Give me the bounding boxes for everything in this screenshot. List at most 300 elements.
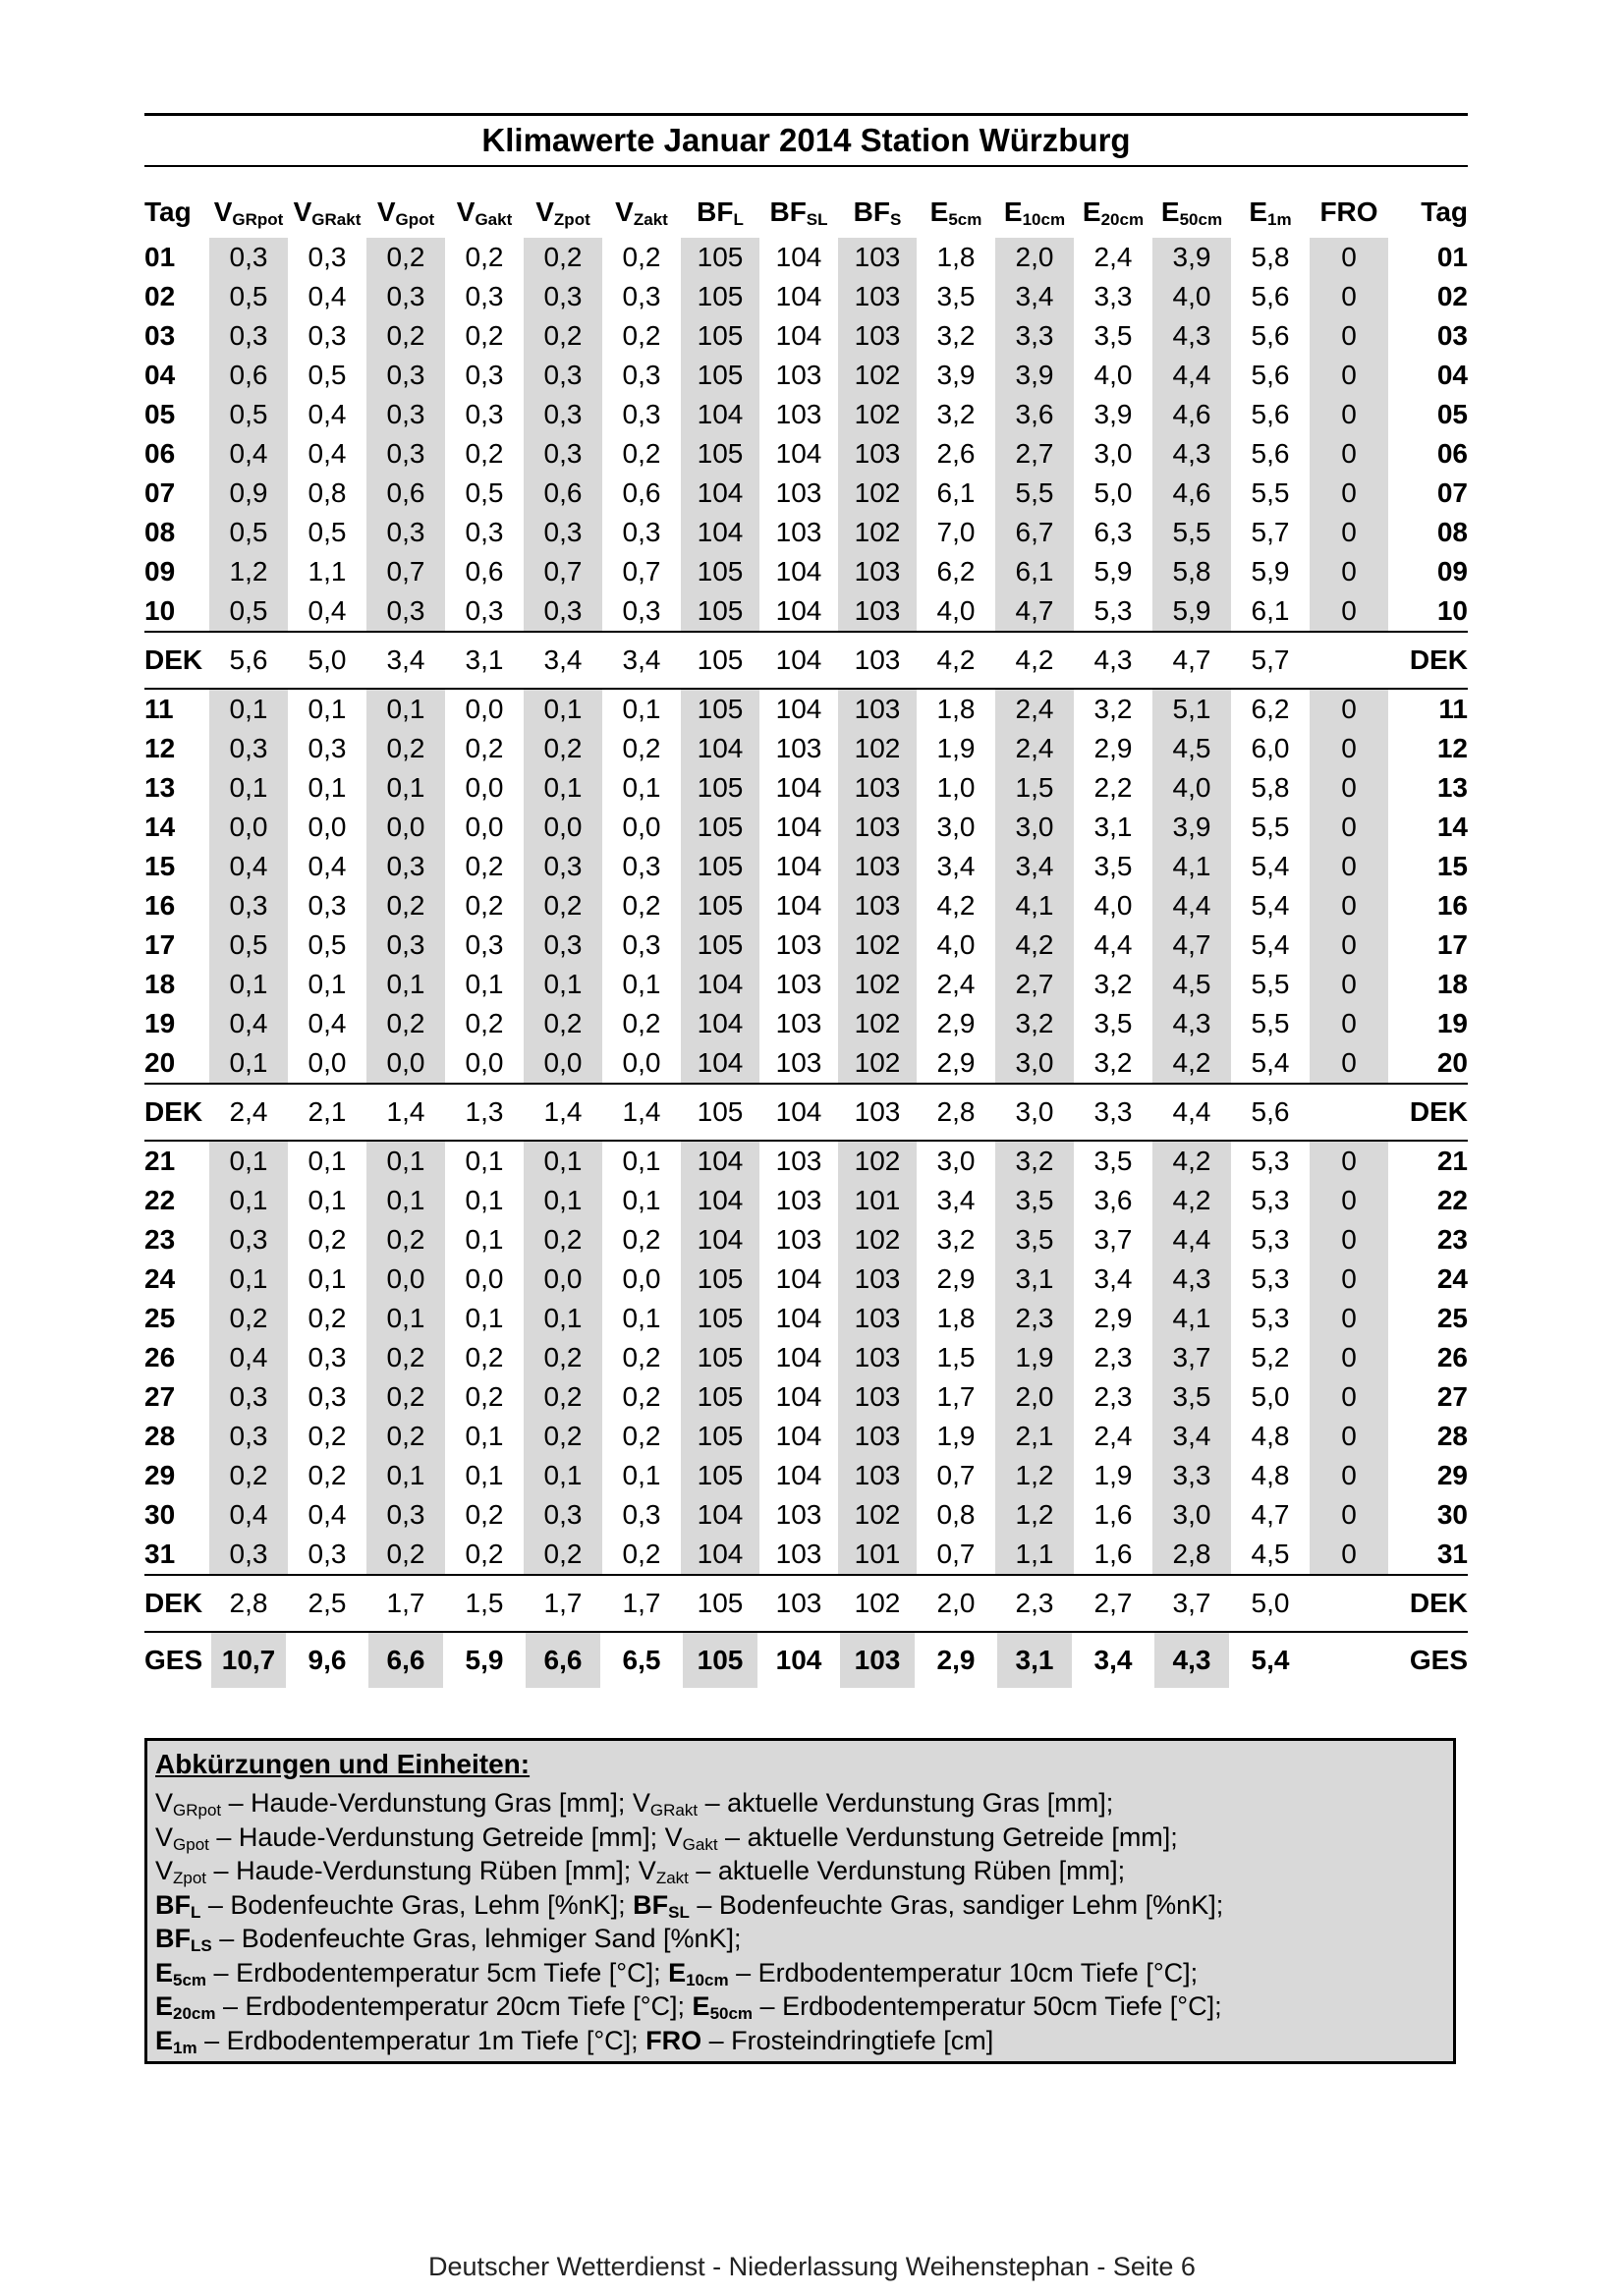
legend-text: – aktuelle Verdunstung Gras [mm]; [698,1788,1114,1818]
column-header [144,187,209,238]
value-cell: 5,3 [1251,1224,1290,1255]
value-cell: 0,0 [524,1260,602,1299]
column-header [1152,187,1231,238]
value-cell: 103 [838,552,917,591]
value-cell: 5,6 [1251,399,1290,429]
value-cell: 0,5 [209,395,288,434]
value-cell: 101 [838,1535,917,1575]
value-cell: 0,1 [622,1303,661,1333]
value-cell: 0,3 [308,1342,347,1372]
column-header [1388,187,1468,238]
column-header [602,187,681,238]
legend-line [155,1888,1445,1923]
value-cell: 105 [681,1299,759,1338]
column-header [917,187,995,238]
value-cell: 0,2 [366,238,445,277]
value-cell: 3,6 [995,395,1074,434]
dek-value: 3,0 [995,1084,1074,1141]
value-cell: 0,2 [308,1460,347,1490]
column-header-base: E [1160,196,1180,227]
value-cell: 5,3 [1251,1303,1290,1333]
day-cell-right: 07 [1436,477,1468,508]
ges-value [524,1632,602,1688]
dek-value: 5,0 [288,632,366,689]
value-cell: 4,5 [1152,965,1231,1004]
dek-value: 1,4 [602,1084,681,1141]
value-cell: 105 [681,316,759,356]
value-cell: 0,2 [524,729,602,768]
value-cell: 103 [775,399,822,429]
value-cell: 3,2 [936,1224,976,1255]
legend-bold: E [155,1957,174,1988]
value-cell: 0,3 [622,929,661,960]
ges-value-text: 6,6 [526,1633,600,1688]
dek-value: 105 [681,1084,759,1141]
legend-sub: GRakt [649,1801,699,1820]
value-cell: 102 [838,1141,917,1181]
ges-value [759,1632,838,1688]
value-cell: 0 [1310,1004,1388,1043]
value-cell: 4,2 [1152,1043,1231,1084]
value-cell: 104 [775,438,822,469]
value-cell: 0,4 [308,281,347,311]
value-cell: 1,7 [936,1381,976,1412]
value-cell: 0,2 [524,1535,602,1575]
value-cell: 2,9 [1093,1303,1133,1333]
dek-value: 104 [759,1084,838,1141]
dek-value: 1,5 [445,1575,524,1632]
value-cell: 3,5 [1093,1146,1133,1176]
value-cell: 0,1 [209,689,288,729]
value-cell: 0,4 [209,1004,288,1043]
day-cell-right: 06 [1436,438,1468,469]
value-cell: 0,5 [308,517,347,547]
value-cell: 104 [775,1421,822,1451]
value-cell: 0,1 [622,694,661,724]
value-cell: 103 [775,1146,822,1176]
value-cell: 0,0 [308,1047,347,1078]
value-cell: 104 [681,965,759,1004]
column-header-sub: Gpot [395,210,435,229]
value-cell: 0,2 [524,1338,602,1377]
value-cell: 0,3 [465,281,504,311]
table-row [144,965,1468,1004]
column-header [681,187,759,238]
value-cell: 104 [775,595,822,626]
value-cell: 5,3 [1251,1263,1290,1294]
column-header [1231,187,1310,238]
table-row [144,591,1468,632]
value-cell: 0,3 [366,925,445,965]
value-cell: 4,2 [936,890,976,921]
value-cell: 0,0 [465,772,504,803]
value-cell: 104 [681,1004,759,1043]
value-cell: 0 [1310,1299,1388,1338]
value-cell: 0,1 [465,1224,504,1255]
value-cell: 0,1 [209,965,288,1004]
dek-value: 3,3 [1074,1084,1152,1141]
value-cell: 0,2 [524,316,602,356]
value-cell: 0,0 [366,1043,445,1084]
value-cell: 104 [775,694,822,724]
value-cell: 4,6 [1152,474,1231,513]
value-cell: 0,2 [209,1299,288,1338]
value-cell: 0,4 [308,438,347,469]
value-cell: 4,4 [1093,929,1133,960]
value-cell: 103 [775,1008,822,1038]
value-cell: 0,2 [622,320,661,351]
value-cell: 0,3 [366,277,445,316]
legend-bold-sub: SL [668,1902,690,1922]
day-cell-right: 17 [1436,929,1468,960]
day-cell-right: 15 [1436,851,1468,881]
value-cell: 4,7 [1251,1499,1290,1530]
legend-bold-sub: 10cm [686,1970,729,1989]
value-cell: 0,1 [465,1421,504,1451]
value-cell: 6,2 [936,556,976,587]
table-row [144,729,1468,768]
value-cell: 5,6 [1251,281,1290,311]
column-header-sub: 20cm [1100,210,1145,229]
legend-text: – Erdbodentemperatur 5cm Tiefe [°C]; [206,1957,669,1988]
legend-bold: E [668,1957,687,1988]
value-cell: 105 [681,768,759,808]
value-cell: 0,1 [308,1185,347,1215]
value-cell: 3,0 [1152,1495,1231,1535]
value-cell: 2,3 [1093,1381,1133,1412]
value-cell: 3,4 [936,851,976,881]
value-cell: 4,8 [1251,1460,1290,1490]
value-cell: 103 [838,847,917,886]
value-cell: 2,4 [936,969,976,999]
dek-value: 2,4 [209,1084,288,1141]
value-cell: 103 [838,808,917,847]
value-cell: 0,3 [524,277,602,316]
dek-value: 1,7 [366,1575,445,1632]
value-cell: 0,5 [209,925,288,965]
value-cell: 104 [681,395,759,434]
value-cell: 5,8 [1152,552,1231,591]
value-cell: 104 [775,1303,822,1333]
value-cell: 0 [1310,925,1388,965]
value-cell: 0,3 [366,434,445,474]
value-cell: 1,9 [936,733,976,763]
value-cell: 0,3 [366,356,445,395]
value-cell: 0,1 [524,768,602,808]
legend-line [155,1989,1445,2024]
value-cell: 2,3 [1093,1342,1133,1372]
day-cell-right: 03 [1436,320,1468,351]
dek-value: 1,4 [366,1084,445,1141]
table-row [144,1141,1468,1181]
value-cell: 103 [838,886,917,925]
value-cell: 1,6 [1093,1499,1133,1530]
value-cell: 5,1 [1152,689,1231,729]
value-cell: 0,3 [524,513,602,552]
table-row [144,1181,1468,1220]
ges-value [1074,1632,1152,1688]
ges-value-text: 3,4 [1093,1645,1133,1675]
day-cell-right: 25 [1436,1303,1468,1333]
value-cell: 0,6 [524,474,602,513]
value-cell: 5,3 [1251,1185,1290,1215]
value-cell: 4,1 [1152,1299,1231,1338]
value-cell: 0,2 [308,1224,347,1255]
value-cell: 0,2 [465,242,504,272]
value-cell: 0,3 [622,851,661,881]
value-cell: 5,5 [1251,969,1290,999]
value-cell: 4,1 [1152,847,1231,886]
value-cell: 0 [1310,1377,1388,1417]
ges-value-text: 6,6 [368,1633,443,1688]
legend-line [155,2024,1445,2058]
value-cell: 0,2 [524,1377,602,1417]
value-cell: 0,2 [622,890,661,921]
value-cell: 0,3 [308,242,347,272]
value-cell: 0,2 [209,1456,288,1495]
value-cell: 1,1 [995,1535,1074,1575]
column-header-base: BF [853,196,890,227]
column-header-base: V [376,196,396,227]
table-row [144,395,1468,434]
day-cell-right: 27 [1436,1381,1468,1412]
dek-value: 3,4 [524,632,602,689]
day-cell-right: 16 [1436,890,1468,921]
value-cell: 1,5 [936,1342,976,1372]
value-cell: 0,2 [622,1224,661,1255]
value-cell: 4,6 [1152,395,1231,434]
value-cell: 103 [775,969,822,999]
value-cell: 5,0 [1093,477,1133,508]
table-row [144,238,1468,277]
day-cell: 19 [144,1008,176,1038]
value-cell: 0,1 [366,965,445,1004]
value-cell: 0,0 [622,1047,661,1078]
column-header-base: E [1003,196,1023,227]
table-row [144,1377,1468,1417]
value-cell: 103 [838,1417,917,1456]
legend-bold-sub: 1m [173,2038,197,2057]
value-cell: 3,5 [1152,1377,1231,1417]
value-cell: 105 [681,689,759,729]
value-cell: 1,9 [1093,1460,1133,1490]
legend-text: – Bodenfeuchte Gras, lehmiger Sand [%nK]; [211,1924,742,1953]
value-cell: 0,0 [622,812,661,842]
value-cell: 0,2 [524,1417,602,1456]
column-header [288,187,366,238]
value-cell: 0,3 [622,281,661,311]
legend-bold-sub: L [191,1902,201,1922]
value-cell: 103 [775,1047,822,1078]
dek-value: 102 [838,1575,917,1632]
value-cell: 105 [681,434,759,474]
value-cell: 0,2 [366,1417,445,1456]
value-cell: 0,3 [622,517,661,547]
day-cell: 08 [144,517,176,547]
value-cell: 0,2 [465,320,504,351]
table-row [144,1043,1468,1084]
dek-label: DEK [144,1575,209,1632]
value-cell: 0 [1310,1338,1388,1377]
value-cell: 104 [775,1381,822,1412]
value-cell: 0,3 [465,929,504,960]
value-cell: 102 [838,474,917,513]
value-cell: 0,2 [465,890,504,921]
value-cell: 0,3 [465,399,504,429]
value-cell: 2,2 [1093,772,1133,803]
column-header-sub: 50cm [1179,210,1223,229]
value-cell: 0 [1310,808,1388,847]
table-row [144,474,1468,513]
day-cell-right: 12 [1436,733,1468,763]
value-cell: 0,0 [524,808,602,847]
value-cell: 3,1 [1093,812,1133,842]
value-cell: 104 [681,1220,759,1260]
table-row [144,356,1468,395]
day-cell: 23 [144,1224,176,1255]
legend-text: – aktuelle Verdunstung Rüben [mm]; [688,1856,1126,1885]
value-cell: 0,2 [366,1535,445,1575]
value-cell: 0,3 [366,591,445,632]
value-cell: 103 [838,1377,917,1417]
day-cell: 12 [144,733,176,763]
legend-text: – Erdbodentemperatur 1m Tiefe [°C]; [196,2025,646,2055]
ges-value-text: 103 [840,1633,915,1688]
value-cell: 103 [838,591,917,632]
value-cell: 103 [775,733,822,763]
column-header-base: V [293,196,312,227]
ges-value-text: 10,7 [211,1633,286,1688]
table-row [144,768,1468,808]
value-cell: 103 [775,477,822,508]
legend-text: – Erdbodentemperatur 20cm Tiefe [°C]; [215,1991,693,2021]
day-cell: 07 [144,477,176,508]
value-cell: 105 [681,1456,759,1495]
legend-sub: Zpot [173,1869,207,1887]
value-cell: 3,9 [936,360,976,390]
day-cell: 16 [144,890,176,921]
value-cell: 3,2 [995,1141,1074,1181]
value-cell: 0,8 [936,1499,976,1530]
table-row [144,1535,1468,1575]
column-header-base: E [929,196,949,227]
ges-value-text: 6,5 [622,1645,661,1675]
value-cell: 0,3 [622,595,661,626]
value-cell: 105 [681,1260,759,1299]
value-cell: 0,0 [524,1043,602,1084]
value-cell: 0,1 [622,1146,661,1176]
value-cell: 2,9 [936,1263,976,1294]
value-cell: 0,2 [622,733,661,763]
value-cell: 0,6 [366,474,445,513]
value-cell: 0,2 [524,886,602,925]
value-cell: 2,1 [995,1417,1074,1456]
value-cell: 0,5 [465,477,504,508]
value-cell: 3,1 [995,1260,1074,1299]
value-cell: 0,2 [622,1008,661,1038]
value-cell: 103 [838,1456,917,1495]
value-cell: 3,7 [1093,1224,1133,1255]
value-cell: 104 [681,1535,759,1575]
day-cell-right: 08 [1436,517,1468,547]
value-cell: 0 [1310,768,1388,808]
dek-value: 3,1 [445,632,524,689]
value-cell: 0 [1310,1495,1388,1535]
value-cell: 0,5 [209,591,288,632]
value-cell: 0,6 [622,477,661,508]
value-cell: 6,1 [936,477,976,508]
value-cell: 0,2 [622,1381,661,1412]
value-cell: 103 [775,1499,822,1530]
ges-label: GES [144,1645,203,1675]
legend-bold: E [155,2025,174,2055]
value-cell: 0,0 [366,1260,445,1299]
value-cell: 0,1 [465,1185,504,1215]
column-header [209,187,288,238]
value-cell: 1,8 [936,694,976,724]
value-cell: 0,2 [465,851,504,881]
value-cell: 0 [1310,474,1388,513]
value-cell: 5,5 [1251,477,1290,508]
day-cell: 17 [144,929,176,960]
column-header [995,187,1074,238]
value-cell: 4,0 [1152,768,1231,808]
value-cell: 2,9 [936,1047,976,1078]
column-header [1074,187,1152,238]
value-cell: 4,5 [1152,729,1231,768]
legend-bold-sub: 20cm [173,2004,216,2023]
value-cell: 0,4 [308,1499,347,1530]
value-cell: 3,4 [1152,1417,1231,1456]
value-cell: 105 [681,808,759,847]
value-cell: 5,8 [1251,242,1290,272]
column-header [759,187,838,238]
value-cell: 0 [1310,1141,1388,1181]
value-cell: 2,0 [995,1377,1074,1417]
value-cell: 2,3 [995,1299,1074,1338]
value-cell: 3,3 [995,316,1074,356]
dek-label-right: DEK [1388,1575,1468,1632]
legend-text: – Haude-Verdunstung Gras [mm]; V [221,1788,650,1818]
value-cell: 2,0 [995,238,1074,277]
value-cell: 0,2 [366,316,445,356]
value-cell: 4,4 [1152,356,1231,395]
day-cell: 18 [144,969,176,999]
legend-line [155,1854,1445,1888]
value-cell: 0,0 [465,694,504,724]
value-cell: 0,3 [622,399,661,429]
day-cell: 25 [144,1303,176,1333]
value-cell: 0 [1310,513,1388,552]
value-cell: 4,8 [1251,1421,1290,1451]
value-cell: 102 [838,1495,917,1535]
ges-value-text: 105 [683,1633,757,1688]
dek-value: 1,3 [445,1084,524,1141]
day-cell-right: 14 [1436,812,1468,842]
legend-text: V [155,1821,174,1852]
value-cell: 0,3 [209,1535,288,1575]
value-cell: 3,2 [995,1004,1074,1043]
dek-value: 103 [759,1575,838,1632]
value-cell: 0,3 [209,1220,288,1260]
value-cell: 0,2 [366,1004,445,1043]
column-header-sub: SL [806,210,828,229]
value-cell: 0,5 [209,277,288,316]
value-cell: 0,1 [366,1299,445,1338]
dek-value: 2,8 [209,1575,288,1632]
value-cell: 0,1 [308,1146,347,1176]
column-header-base: BF [769,196,807,227]
